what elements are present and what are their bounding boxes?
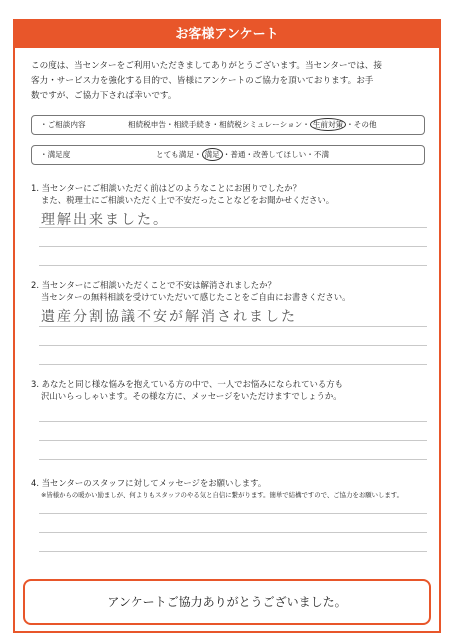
answer-line xyxy=(39,246,427,247)
question-2 xyxy=(31,279,431,303)
answer-line xyxy=(39,513,427,514)
question-3-line-2: 沢山いらっしゃいます。その様な方に、メッセージをいただけますでしょうか。 xyxy=(41,391,342,401)
satisfaction-option-5[interactable]: 不満 xyxy=(313,150,330,159)
satisfaction-label: ・満足度 xyxy=(40,150,71,159)
satisfaction-option-2-selected[interactable]: 満足 xyxy=(202,148,223,161)
answer-line xyxy=(39,532,427,533)
thank-you-text: アンケートご協力ありがとうございました。 xyxy=(107,595,347,609)
satisfaction-option-1[interactable]: とても満足 xyxy=(156,150,194,159)
answer-line xyxy=(39,421,427,422)
consult-label: ・ご相談内容 xyxy=(40,120,86,129)
survey-sheet xyxy=(13,19,441,633)
consult-row xyxy=(31,115,425,135)
answer-line xyxy=(39,227,427,228)
question-2-line-1: 2. 当センターにご相談いただくことで不安は解消されましたか？ xyxy=(31,280,276,290)
thank-you-banner xyxy=(23,579,431,625)
satisfaction-options: とても満足・ 満足 ・普通・改善してほしい・不満 xyxy=(156,150,330,159)
question-4 xyxy=(31,477,431,501)
answer-line xyxy=(39,345,427,346)
question-4-line-1: 4. 当センターのスタッフに対してメッセージをお願いします。 xyxy=(31,478,267,488)
question-2-line-2: 当センターの無料相談を受けていただいて感じたことをご自由にお書きください。 xyxy=(41,292,351,302)
consult-option-1[interactable]: 相続税申告 xyxy=(128,120,166,129)
question-4-note: ※皆様からの暖かい励ましが、何よりもスタッフのやる気と自信に繋がります。簡単で結構ですので、ご協力をお願いします。 xyxy=(41,491,404,499)
intro-line-2: 客力・サービス力を強化する目的で、皆様にアンケートのご協力を頂いております。お手 xyxy=(31,76,374,86)
survey-title: お客様アンケート xyxy=(15,21,439,48)
answer-line xyxy=(39,265,427,266)
consult-option-5[interactable]: その他 xyxy=(353,120,377,129)
answer-line xyxy=(39,459,427,460)
intro-line-3: 数ですが、ご協力下されば幸いです。 xyxy=(31,91,177,101)
answer-line xyxy=(39,326,427,327)
answer-1: 理解出来ました。 xyxy=(41,212,169,228)
question-1-line-1: 1. 当センターにご相談いただく前はどのようなことにお困りでしたか？ xyxy=(31,183,301,193)
answer-2: 遺産分割協議不安が解消されました xyxy=(41,309,297,325)
satisfaction-option-3[interactable]: 普通 xyxy=(230,150,246,159)
intro-text xyxy=(31,59,431,104)
satisfaction-option-4[interactable]: 改善してほしい xyxy=(253,150,307,159)
question-1-line-2: また、税理士にご相談いただく上で不安だったことなどをお聞かせください。 xyxy=(41,195,335,205)
answer-line xyxy=(39,551,427,552)
consult-option-3[interactable]: 相続税シミュレーション xyxy=(219,120,303,129)
question-3-line-1: 3. あなたと同じ様な悩みを抱えている方の中で、一人でお悩みになられている方も xyxy=(31,379,343,389)
satisfaction-row xyxy=(31,145,425,165)
consult-option-4-selected[interactable]: 生前対策 xyxy=(310,118,346,131)
answer-line xyxy=(39,364,427,365)
consult-option-2[interactable]: 相続手続き xyxy=(173,120,212,129)
question-1 xyxy=(31,182,431,206)
intro-line-1: この度は、当センターをご利用いただきましてありがとうございます。当センターでは、接 xyxy=(31,61,382,71)
answer-line xyxy=(39,440,427,441)
consult-options: 相続税申告・相続手続き・相続税シミュレーション・ 生前対策 ・その他 xyxy=(128,120,377,129)
question-3 xyxy=(31,378,431,402)
